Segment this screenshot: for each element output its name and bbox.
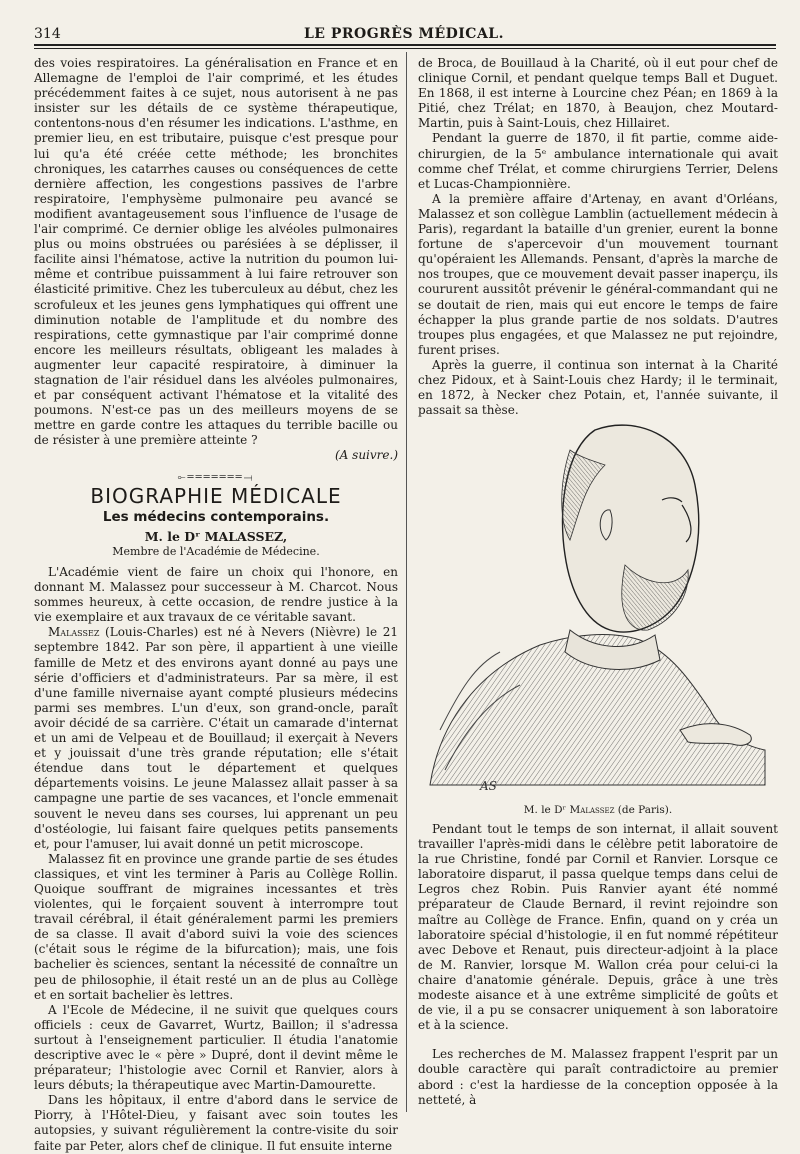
bio-paragraph-2 — [34, 625, 398, 851]
portrait-engraving — [420, 390, 776, 800]
portrait-signature: AS — [480, 779, 497, 793]
bio-paragraph-8: A la première affaire d'Artenay, en avant d'Orléans, Malassez et son collègue Lamblin (actuellement médecin à Paris), regardant la bataille d'un grenier, eurent la bonne fortune de s'apercevoir d'un mouvement tournant qu'opéraient les Allemands. Pensant, d'après la marche de nos troupes, que ce mouvement devait passer inaperçu, ils coururent aussitôt prévenir le général-commandant qui ne se doutait de rien, mais qui eut encore le temps de faire échapper la plus grande partie de nos soldats. D'autres troupes plus engagées, et que Malassez ne put rejoindre, furent prises. — [418, 191, 778, 357]
bio-paragraph-2-lead: Malassez — [48, 625, 100, 640]
right-column-bottom — [418, 822, 778, 1108]
bio-paragraph-1: L'Académie vient de faire un choix qui l'honore, en donnant M. Malassez pour successeur à M. Charcot. Nous sommes heureux, à cette occasion, de rendre justice à la vie exemplaire et aux travaux de ce véritable savant. — [34, 565, 398, 625]
section-title: BIOGRAPHIE MÉDICALE — [90, 483, 342, 508]
bio-paragraph-11: Les recherches de M. Malassez frappent l'esprit par un double caractère qui paraît contradictoire au premier abord : c'est la hardiesse de la conception opposée à la netteté, à — [418, 1047, 778, 1107]
right-column-top — [418, 56, 778, 418]
header-rule-thin — [34, 48, 776, 49]
caption-suffix: (de Paris). — [614, 804, 673, 816]
caption-name: Malassez — [569, 804, 615, 816]
subject-name: M. le Dʳ MALASSEZ, — [144, 528, 288, 544]
caption-prefix: M. le Dʳ — [523, 804, 570, 816]
page-number: 314 — [34, 26, 61, 42]
section-ornament: ⟜═══════⟞ — [177, 471, 255, 483]
portrait-caption — [418, 804, 778, 816]
bio-paragraph-6: de Broca, de Bouillaud à la Charité, où il eut pour chef de clinique Cornil, et pendant quelque temps Ball et Duguet. En 1868, il est interne à Lourcine chez Péan; en 1869 à la Pitié, chez Trélat; en 1870, à Beaujon, chez Moutard-Martin, puis à Saint-Louis, chez Hillairet. — [418, 56, 778, 131]
to-be-continued: (A suivre.) — [335, 448, 398, 463]
bio-paragraph-5: Dans les hôpitaux, il entre d'abord dans le service de Piorry, à l'Hôtel-Dieu, y faisant avec soin toutes les autopsies, y suivant régulièrement la contre-visite du soir faite par Peter, alors chef de clinique. Il fut ensuite interne — [34, 1093, 398, 1153]
bio-paragraph-10: Pendant tout le temps de son internat, il allait souvent travailler l'après-midi dans le célèbre petit laboratoire de la rue Christine, fondé par Cornil et Ranvier. Lorsque ce laboratoire disparut, il passa quelque temps dans celui de Legros chez Robin. Puis Ranvier ayant été nommé préparateur de Claude Bernard, il revint rejoindre son maître au Collège de France. Enfin, quand on y créa un laboratoire spécial d'histologie, il en fut nommé répétiteur avec Debove et Renaut, puis directeur-adjoint à la place de M. Ranvier, lorsque M. Wallon créa pour celui-ci la chaire d'anatomie générale. Depuis, grâce à une très modeste aisance et à une extrême simplicité de goûts et de vie, il a pu se consacrer uniquement à son laboratoire et à la science. — [418, 822, 778, 1033]
bio-paragraph-3: Malassez fit en province une grande partie de ses études classiques, et vint les terminer à Paris au Collège Rollin. Quoique souffrant de migraines incessantes et très violentes, qui le forçaient souvent à interrompre tout travail cérébral, il était généralement parmi les premiers de sa classe. Il avait d'abord suivi la voie des sciences (c'était sous le régime de la bifurcation); mais, une fois bachelier ès sciences, sentant la nécessité de connaître un peu de philosophie, il était resté un an de plus au Collège et en sortait bachelier ès lettres. — [34, 851, 398, 1002]
article-continuation: des voies respiratoires. La généralisation en France et en Allemagne de l'emploi de l'air comprimé, et les études précédemment faites à ce sujet, nous autorisent à ne pas insister sur les détails de ce système thérapeutique, contentons-nous d'en résumer les indications. L'asthme, en premier lieu, en est tributaire, puisque c'est presque pour lui qu'a été créée cette méthode; les bronchites chroniques, les catarrhes causes ou conséquences de cette dernière affection, les congestions passives de l'arbre respiratoire, l'emphysème pulmonaire peu avancé se modifient avantageusement sous l'influence de l'usage de l'air comprimé. Ce dernier oblige les alvéoles pulmonaires plus ou moins obstruées ou parésiées à se déplisser, il facilite ainsi l'hématose, active la nutrition du poumon lui-même et contribue puissamment à lui faire retrouver son élasticité primitive. Chez les tuberculeux au début, chez les scrofuleux et les jeunes gens lymphatiques qui offrent une diminution notable de l'amplitude et du nombre des respirations, cette gymnastique par l'air comprimé donne encore les meilleurs résultats, obligeant les malades à augmenter leur capacité respiratoire, à diminuer la stagnation de l'air résiduel dans les alvéoles pulmonaires, et par conséquent activant l'hématose et la vitalité des poumons. N'est-ce pas un des meilleurs moyens de se mettre en garde contre les attaques du terrible bacille ou de résister à une première atteinte ? — [34, 56, 398, 448]
article-subtitle: Les médecins contemporains. — [102, 508, 330, 525]
column-divider — [406, 52, 407, 1112]
bio-paragraph-4: A l'Ecole de Médecine, il ne suivit que quelques cours officiels : ceux de Gavarret, Wurtz, Baillon; il s'adressa surtout à l'enseignement particulier. Il étudia l'anatomie descriptive avec le « père » Dupré, dont il devint même le préparateur; l'histologie avec Cornil et Ranvier, alors à leurs débuts; la thérapeutique avec Martin-Damourette. — [34, 1002, 398, 1093]
bio-paragraph-2-body: (Louis-Charles) est né à Nevers (Nièvre) le 21 septembre 1842. Par son père, il appartient à une vieille famille de Metz et des environs ayant donné au pays une série d'officiers et d'administrateurs. Par sa mère, il est d'une famille nivernaise ayant compté plusieurs médecins parmi ses membres. L'un d'eux, son grand-oncle, paraît avoir décidé de sa carrière. C'était un camarade d'internat et un ami de Velpeau et de Bouillaud; il exerçait à Nevers et y jouissait d'une très grande réputation; elle s'était étendue dans tout le département et quelques départements voisins. Le jeune Malassez allait passer à sa campagne une partie de ses vacances, et l'oncle emmenait souvent le neveu dans ses courses, lui apprenant un peu d'ostéologie, lui faisant faire quelques petits pansements et, pour l'amuser, lui avait donné un petit microscope. — [34, 625, 398, 851]
header-rule — [34, 44, 776, 46]
page-header — [34, 22, 774, 44]
subject-role: Membre de l'Académie de Médecine. — [112, 544, 320, 558]
left-column — [34, 56, 398, 1154]
bio-paragraph-9: Après la guerre, il continua son internat à la Charité chez Pidoux, et à Saint-Louis chez Hardy; il le terminait, en 1872, à Necker chez Potain, et, l'année suivante, il passait sa thèse. — [418, 357, 778, 418]
portrait-hand — [680, 724, 751, 746]
bio-paragraph-7: Pendant la guerre de 1870, il fit partie, comme aide-chirurgien, de la 5ᵉ ambulance internationale qui avait comme chef Trélat, et comme chirurgiens Terrier, Delens et Lucas-Championnière. — [418, 131, 778, 191]
journal-title: LE PROGRÈS MÉDICAL. — [303, 26, 505, 42]
